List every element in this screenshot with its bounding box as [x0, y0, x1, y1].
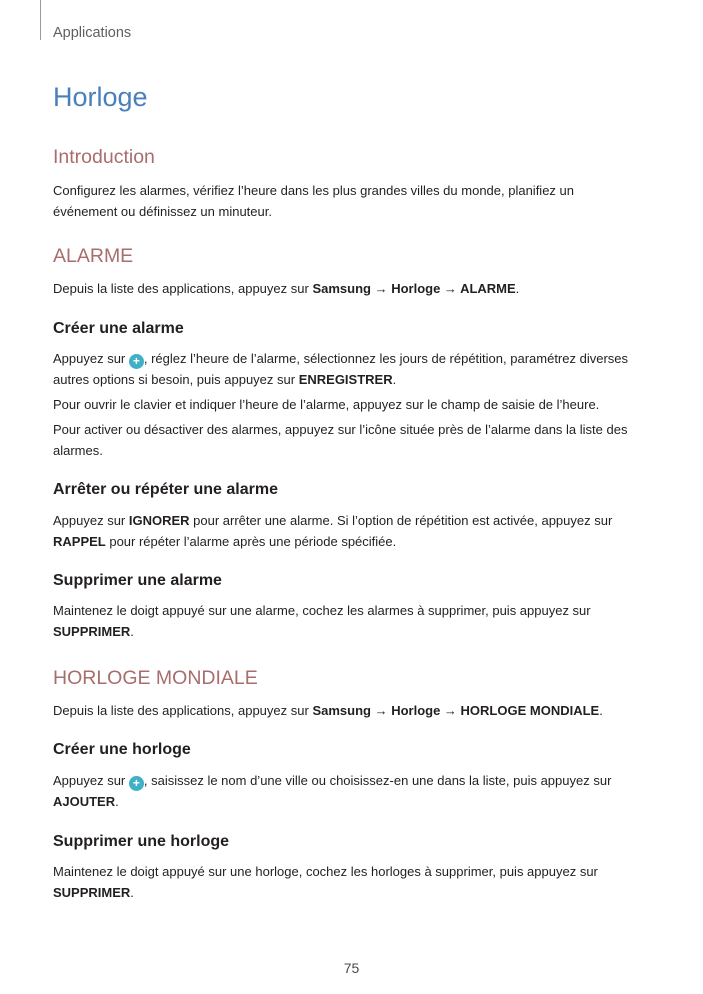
world-clock-path-horloge: Horloge — [391, 703, 441, 718]
alarme-path-end: . — [515, 281, 520, 296]
create-clock-end: . — [115, 794, 119, 809]
arrow-icon: → — [370, 281, 392, 296]
create-alarm-p1-after: , réglez l’heure de l’alarme, sélectionnez les jours de répétition, paramétrez diverses — [143, 351, 629, 366]
delete-button-label: SUPPRIMER — [53, 624, 131, 639]
alarme-path — [53, 278, 653, 299]
alarme-path-samsung: Samsung — [312, 281, 371, 296]
add-button-label: AJOUTER — [53, 794, 116, 809]
save-button-label: ENREGISTRER — [298, 372, 393, 387]
create-alarm-p1-before: Appuyez sur — [53, 351, 129, 366]
add-icon: + — [129, 776, 144, 791]
create-alarm-p2: Pour ouvrir le clavier et indiquer l’heure de l’alarme, appuyez sur le champ de saisie de l’heure. — [53, 397, 600, 412]
create-alarm-heading: Créer une alarme — [53, 320, 184, 337]
ignore-button-label: IGNORER — [128, 513, 190, 528]
page-title: Horloge — [53, 82, 148, 112]
intro-text-line2: événement ou définissez un minuteur. — [53, 204, 272, 219]
delete-clock-text — [53, 861, 653, 903]
delete-alarm-heading: Supprimer une alarme — [53, 572, 222, 589]
create-alarm-p3-line2: alarmes. — [53, 443, 103, 458]
world-clock-path — [53, 700, 653, 721]
delete-alarm-end: . — [130, 624, 134, 639]
world-clock-path-end: . — [599, 703, 603, 718]
arrow-icon: → — [370, 703, 392, 718]
create-alarm-p3 — [53, 419, 653, 461]
delete-clock-end: . — [130, 885, 134, 900]
page-number: 75 — [343, 960, 360, 976]
delete-alarm-line1: Maintenez le doigt appuyé sur une alarme, cochez les alarmes à supprimer, puis appuyez sur — [53, 603, 591, 618]
header-rule — [40, 0, 41, 40]
stop-alarm-text — [53, 510, 653, 552]
running-header: Applications — [53, 25, 132, 41]
create-clock-after: , saisissez le nom d’une ville ou choisissez-en une dans la liste, puis appuyez sur — [143, 773, 612, 788]
create-clock-before: Appuyez sur — [53, 773, 129, 788]
alarme-heading: ALARME — [53, 245, 134, 267]
world-clock-path-target: HORLOGE MONDIALE — [460, 703, 600, 718]
arrow-icon: → — [440, 281, 461, 296]
add-icon: + — [129, 354, 144, 369]
create-alarm-p1 — [53, 348, 653, 390]
create-alarm-p3-line1: Pour activer ou désactiver des alarmes, appuyez sur l’icône située près de l’alarme dans la liste des — [53, 422, 628, 437]
intro-heading: Introduction — [53, 146, 155, 168]
alarme-path-target: ALARME — [460, 281, 516, 296]
alarme-path-horloge: Horloge — [391, 281, 441, 296]
stop-alarm-middle: pour arrêter une alarme. Si l’option de répétition est activée, appuyez sur — [189, 513, 613, 528]
world-clock-path-samsung: Samsung — [312, 703, 371, 718]
delete-alarm-text — [53, 600, 653, 642]
delete-clock-heading: Supprimer une horloge — [53, 833, 230, 850]
snooze-button-label: RAPPEL — [53, 534, 106, 549]
stop-alarm-before: Appuyez sur — [53, 513, 129, 528]
create-alarm-p1-line2: autres options si besoin, puis appuyez sur — [53, 372, 299, 387]
stop-alarm-after: pour répéter l’alarme après une période spécifiée. — [105, 534, 397, 549]
alarme-path-prefix: Depuis la liste des applications, appuyez sur — [53, 281, 313, 296]
intro-text-line1: Configurez les alarmes, vérifiez l’heure dans les plus grandes villes du monde, planifiez un — [53, 183, 574, 198]
intro-text — [53, 180, 653, 222]
arrow-icon: → — [440, 703, 461, 718]
delete-clock-button-label: SUPPRIMER — [53, 885, 131, 900]
world-clock-path-prefix: Depuis la liste des applications, appuyez sur — [53, 703, 313, 718]
create-alarm-p1-end: . — [392, 372, 397, 387]
create-clock-text — [53, 770, 653, 812]
delete-clock-line1: Maintenez le doigt appuyé sur une horloge, cochez les horloges à supprimer, puis appuyez sur — [53, 864, 598, 879]
world-clock-heading: HORLOGE MONDIALE — [53, 667, 258, 689]
stop-alarm-heading: Arrêter ou répéter une alarme — [53, 481, 278, 498]
create-clock-heading: Créer une horloge — [53, 741, 191, 758]
